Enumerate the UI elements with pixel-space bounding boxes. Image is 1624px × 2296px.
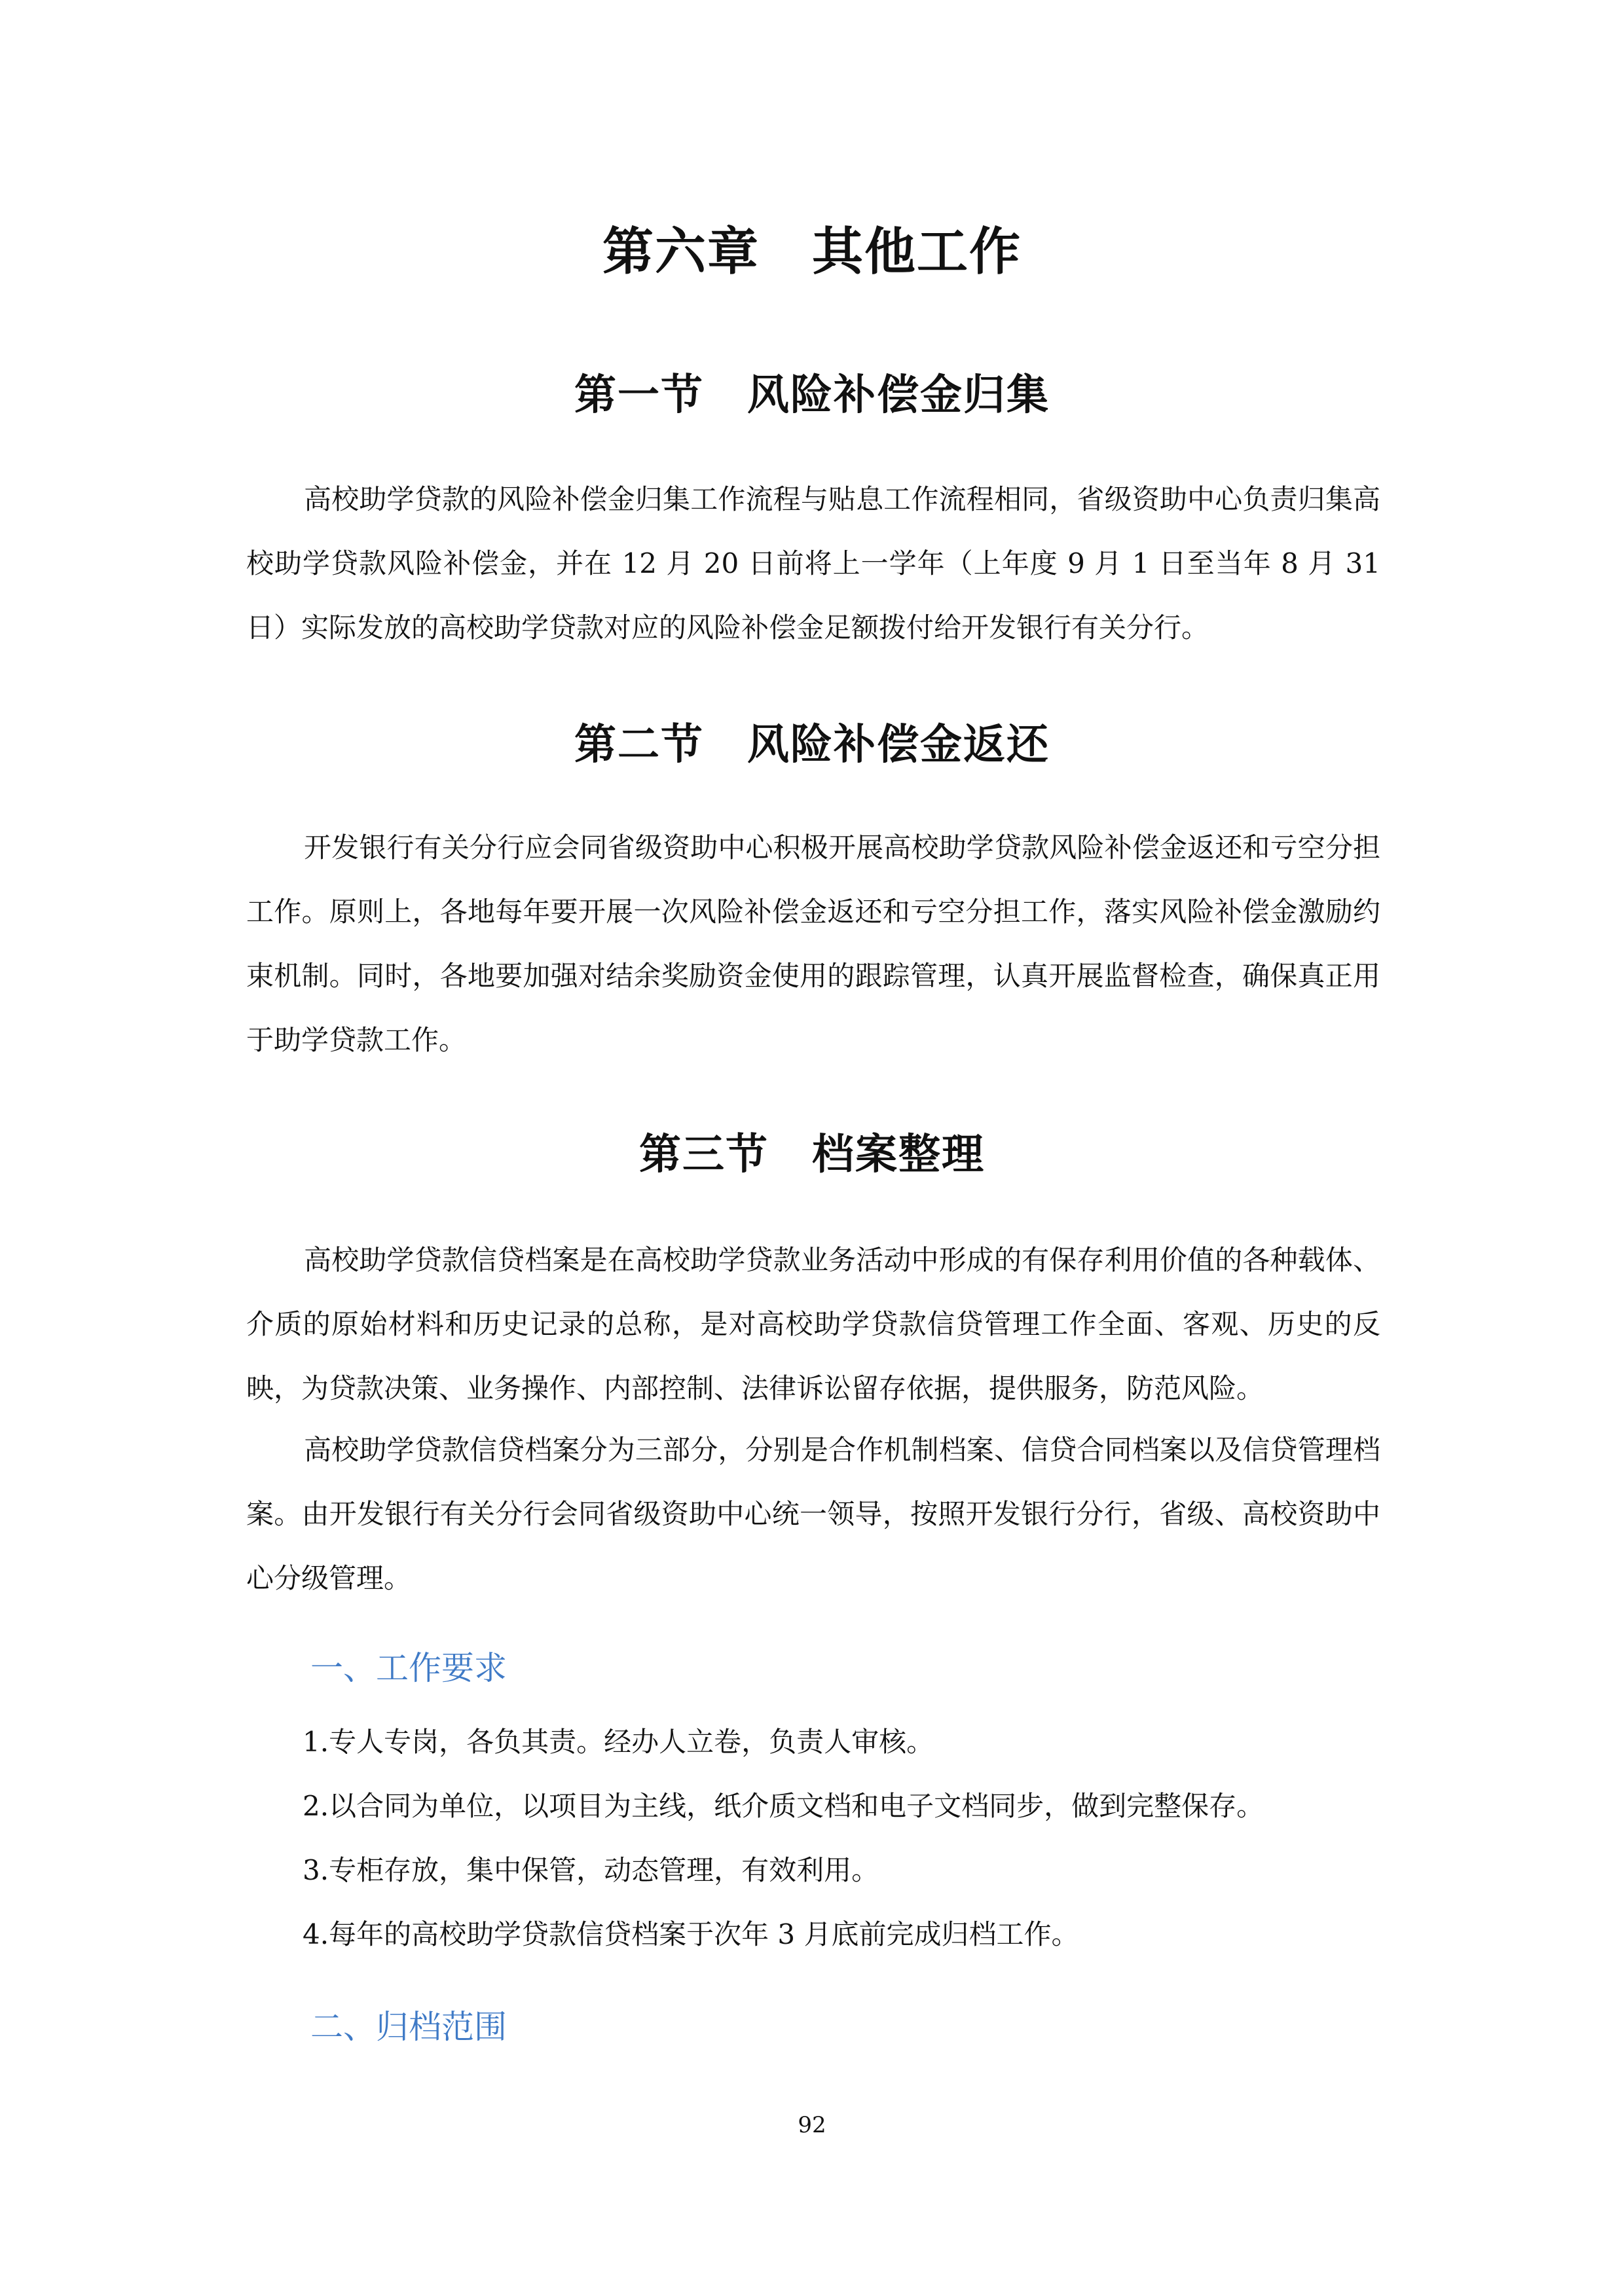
list-item: 3.专柜存放，集中保管，动态管理，有效利用。 bbox=[303, 1854, 879, 1886]
paragraph-risk-compensation-collection: 高校助学贷款的风险补偿金归集工作流程与贴息工作流程相同，省级资助中心负责归集高校助学贷款风险补偿金，并在 12 月 20 日前将上一学年（上年度 9 月 1 日至当年 8 月 31 日）实际发放的高校助学贷款对应的风险补偿金足额拨付给开发银行有关分行。 bbox=[246, 483, 1380, 644]
chapter-title: 第六章 其他工作 bbox=[602, 223, 1022, 282]
section-title-archive-management: 第三节 档案整理 bbox=[639, 1131, 985, 1179]
work-requirements-list bbox=[303, 1710, 1264, 1967]
section-title-risk-compensation-return: 第二节 风险补偿金返还 bbox=[574, 721, 1050, 769]
paragraph-risk-compensation-return: 开发银行有关分行应会同省级资助中心积极开展高校助学贷款风险补偿金返还和亏空分担工作。原则上，各地每年要开展一次风险补偿金返还和亏空分担工作，落实风险补偿金激励约束机制。同时，各地要加强对结余奖励资金使用的跟踪管理，认真开展监督检查，确保真正用于助学贷款工作。 bbox=[246, 831, 1380, 1056]
subheading-work-requirements: 一、工作要求 bbox=[310, 1649, 507, 1687]
paragraph-archive-definition: 高校助学贷款信贷档案是在高校助学贷款业务活动中形成的有保存利用价值的各种载体、介质的原始材料和历史记录的总称，是对高校助学贷款信贷管理工作全面、客观、历史的反映，为贷款决策、业务操作、内部控制、法律诉讼留存依据，提供服务，防范风险。 bbox=[246, 1244, 1380, 1404]
subheading-archive-scope: 二、归档范围 bbox=[310, 2008, 507, 2046]
list-item: 1.专人专岗，各负其责。经办人立卷，负责人审核。 bbox=[303, 1726, 934, 1758]
section-title-risk-compensation-collection: 第一节 风险补偿金归集 bbox=[574, 371, 1050, 420]
paragraph-archive-structure: 高校助学贷款信贷档案分为三部分，分别是合作机制档案、信贷合同档案以及信贷管理档案。由开发银行有关分行会同省级资助中心统一领导，按照开发银行分行，省级、高校资助中心分级管理。 bbox=[246, 1434, 1380, 1594]
page-number: 92 bbox=[798, 2112, 826, 2138]
list-item: 2.以合同为单位，以项目为主线，纸介质文档和电子文档同步，做到完整保存。 bbox=[303, 1790, 1264, 1822]
list-item: 4.每年的高校助学贷款信贷档案于次年 3 月底前完成归档工作。 bbox=[303, 1918, 1079, 1950]
